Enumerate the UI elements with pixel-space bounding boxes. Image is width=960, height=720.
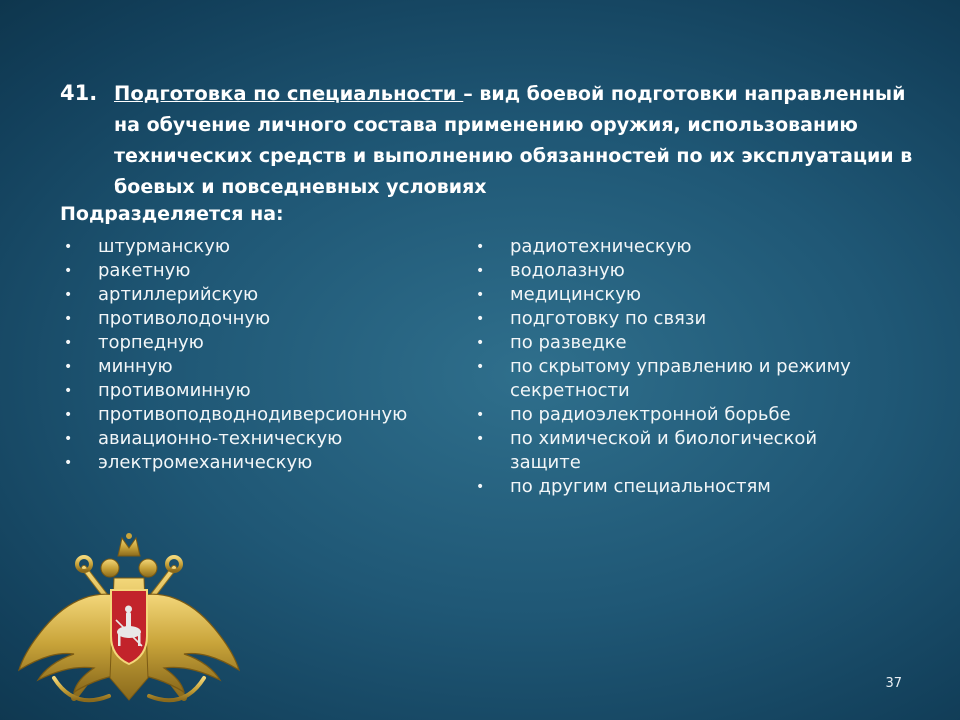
list-item: • противоподводнодиверсионную [64,403,464,427]
left-list [64,235,464,475]
list-item: • электромеханическую [64,451,464,475]
item-number: 41. [60,81,98,105]
definition-block [60,78,920,203]
list-item: • по другим специальностям [476,475,856,499]
list-item: • торпедную [64,331,464,355]
naval-eagle-emblem-icon [14,528,244,718]
page-number: 37 [885,676,902,691]
list-item: • подготовку по связи [476,307,856,331]
list-item: • минную [64,355,464,379]
list-item: • авиационно-техническую [64,427,464,451]
list-item: • по радиоэлектронной борьбе [476,403,856,427]
list-item: • водолазную [476,259,856,283]
right-list [476,235,856,499]
list-item: • противоминную [64,379,464,403]
subheading: Подразделяется на: [60,203,284,225]
defined-term: Подготовка по специальности [114,82,464,105]
definition-text [114,78,920,203]
list-item: • радиотехническую [476,235,856,259]
list-item: • артиллерийскую [64,283,464,307]
list-item: • противолодочную [64,307,464,331]
list-item: • штурманскую [64,235,464,259]
list-item: • по химической и биологической защите [476,427,856,475]
list-item: • медицинскую [476,283,856,307]
definition: – вид боевой подготовки направленный на обучение личного состава применению оружия, использованию технических средств и выполнению обязанностей по их эксплуатации в боевых и повседневных условиях [114,83,913,198]
list-item: • ракетную [64,259,464,283]
list-item: • по разведке [476,331,856,355]
list-item: • по скрытому управлению и режиму секретности [476,355,856,403]
